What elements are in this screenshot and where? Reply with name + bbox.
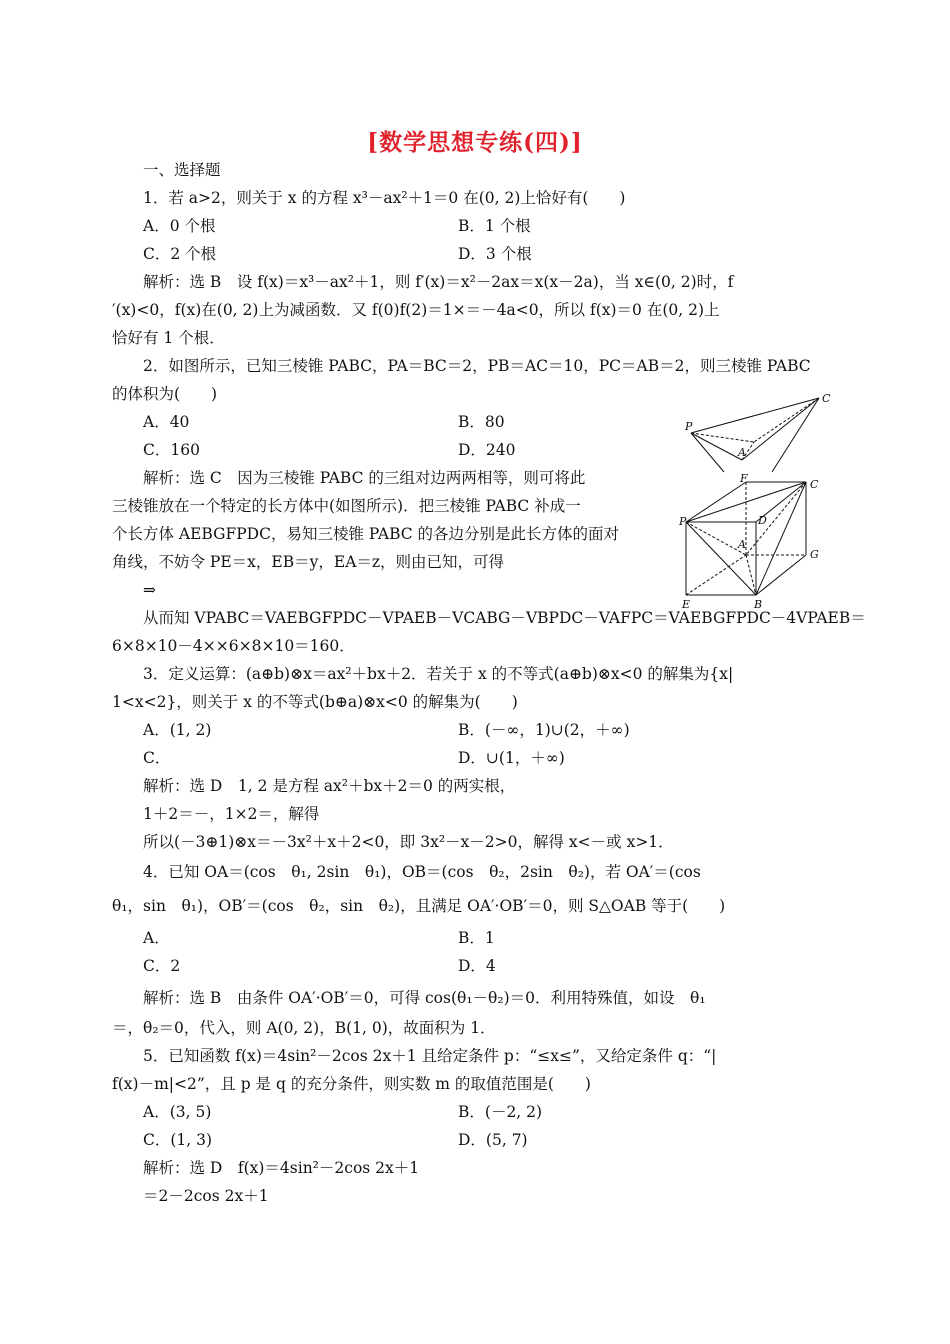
q2-solution-line: 个长方体 AEBGFPDC，易知三棱锥 PABC 的各边分别是此长方体的面对 <box>112 525 620 543</box>
q4-option-c: C．2 <box>143 957 181 975</box>
q4-option-d: D．4 <box>458 957 496 975</box>
q1-option-d: D．3 个根 <box>458 245 532 263</box>
q5-option-c: C．(1, 3) <box>143 1131 213 1149</box>
q2-stem: 2．如图所示，已知三棱锥 PABC，PA＝BC＝2，PB＝AC＝10，PC＝AB＝2，则三棱锥 PABC <box>143 357 811 375</box>
q4-stem: 4．已知 OA＝(cos θ₁, 2sin θ₁)，OB＝(cos θ₂，2sin θ₂)，若 OA′＝(cos <box>143 863 701 881</box>
q5-solution-line: 解析：选 D f(x)＝4sin²－2cos 2x＋1 <box>143 1159 420 1177</box>
q2-option-a: A．40 <box>143 413 190 431</box>
q2-stem: 的体积为( ) <box>112 385 218 403</box>
edge <box>746 482 806 555</box>
section-heading: 一、选择题 <box>143 161 221 179</box>
point-label: A <box>738 446 746 459</box>
q3-stem: 1<x<2}，则关于 x 的不等式(b⊕a)⊗x<0 的解集为( ) <box>112 693 518 711</box>
point-label: D <box>758 514 767 527</box>
q2-solution-line: 解析：选 C 因为三棱锥 PABC 的三组对边两两相等，则可将此 <box>143 469 586 487</box>
q1-stem: 1．若 a>2，则关于 x 的方程 x³－ax²＋1＝0 在(0, 2)上恰好有( ) <box>143 189 626 207</box>
q5-stem: 5．已知函数 f(x)＝4sin²－2cos 2x＋1 且给定条件 p：“≤x≤”，又给定条件 q：“| <box>143 1047 717 1065</box>
q5-option-b: B．(－2, 2) <box>458 1103 543 1121</box>
edge <box>686 482 746 522</box>
q1-option-a: A．0 个根 <box>143 217 216 235</box>
q2-solution-line: ⇒ <box>143 581 156 599</box>
point-label: A <box>738 538 746 551</box>
point-label: C <box>822 392 831 405</box>
edge <box>691 433 724 472</box>
q2-solution-line: 角线，不妨令 PE＝x，EB＝y，EA＝z，则由已知，可得 <box>112 553 505 571</box>
q2-option-c: C．160 <box>143 441 200 459</box>
edge <box>756 482 806 595</box>
q4-solution-line: ＝，θ₂＝0，代入，则 A(0, 2)，B(1, 0)，故面积为 1． <box>112 1019 496 1037</box>
q1-solution-line: 恰好有 1 个根． <box>112 329 225 347</box>
q4-stem: θ₁，sin θ₁)，OB′＝(cos θ₂，sin θ₂)，且满足 OA′·OB′＝0，则 S△OAB 等于( ) <box>112 897 726 915</box>
point-label: B <box>754 598 763 611</box>
q3-solution-line: 1＋2＝－，1×2＝，解得 <box>143 805 320 823</box>
point-label: C <box>810 478 819 491</box>
q5-option-a: A．(3, 5) <box>143 1103 212 1121</box>
q4-option-b: B．1 <box>458 929 495 947</box>
q3-option-d: D．∪(1，＋∞) <box>458 749 565 767</box>
q2-option-b: B．80 <box>458 413 505 431</box>
q5-solution-line: ＝2－2cos 2x＋1 <box>143 1187 269 1205</box>
q5-option-d: D．(5, 7) <box>458 1131 528 1149</box>
edge <box>742 398 819 460</box>
q3-option-a: A．(1, 2) <box>143 721 212 739</box>
q3-solution-line: 解析：选 D 1, 2 是方程 ax²＋bx＋2＝0 的两实根， <box>143 777 516 795</box>
q4-option-a: A． <box>143 929 170 947</box>
q2-solution-line: 三棱锥放在一个特定的长方体中(如图所示)．把三棱锥 PABC 补成一 <box>112 497 581 515</box>
edge <box>756 555 806 595</box>
q3-option-b: B．(－∞，1)∪(2，＋∞) <box>458 721 630 739</box>
point-label: P <box>685 420 693 433</box>
tetrahedron-figure <box>676 390 836 612</box>
point-label: G <box>810 548 819 561</box>
page-title: [数学思想专练(四)] <box>367 129 583 156</box>
point-label: F <box>740 472 748 485</box>
q2-solution-line: 从而知 VPABC＝VAEBGFPDC－VPAEB－VCABG－VBPDC－VAFPC＝VAEBGFPDC－4VPAEB＝ <box>143 609 866 627</box>
q3-option-c: C． <box>143 749 171 767</box>
q2-solution-line: 6×8×10－4××6×8×10＝160． <box>112 637 355 655</box>
q2-option-d: D．240 <box>458 441 516 459</box>
edge <box>686 522 746 555</box>
point-label: P <box>679 515 687 528</box>
q3-stem: 3．定义运算：(a⊕b)⊗x＝ax²＋bx＋2．若关于 x 的不等式(a⊕b)⊗x<0 的解集为{x| <box>143 665 734 683</box>
edge <box>746 555 756 595</box>
edge <box>754 398 819 442</box>
point-label: E <box>682 598 691 611</box>
q3-solution-line: 所以(－3⊕1)⊗x＝－3x²＋x＋2<0，即 3x²－x－2>0，解得 x<－或 x>1． <box>143 833 674 851</box>
q5-stem: f(x)－m|<2”，且 p 是 q 的充分条件，则实数 m 的取值范围是( ) <box>112 1075 591 1093</box>
q4-solution-line: 解析：选 B 由条件 OA′·OB′＝0，可得 cos(θ₁－θ₂)＝0．利用特殊值，如设 θ₁ <box>143 989 706 1007</box>
q1-option-b: B．1 个根 <box>458 217 531 235</box>
q1-solution-line: 解析：选 B 设 f(x)＝x³－ax²＋1，则 f′(x)＝x²－2ax＝x(x－2a)，当 x∈(0, 2)时，f <box>143 273 734 291</box>
q1-option-c: C．2 个根 <box>143 245 217 263</box>
q1-solution-line: ′(x)<0，f(x)在(0, 2)上为减函数．又 f(0)f(2)＝1×＝－4a<0，所以 f(x)＝0 在(0, 2)上 <box>112 301 720 319</box>
